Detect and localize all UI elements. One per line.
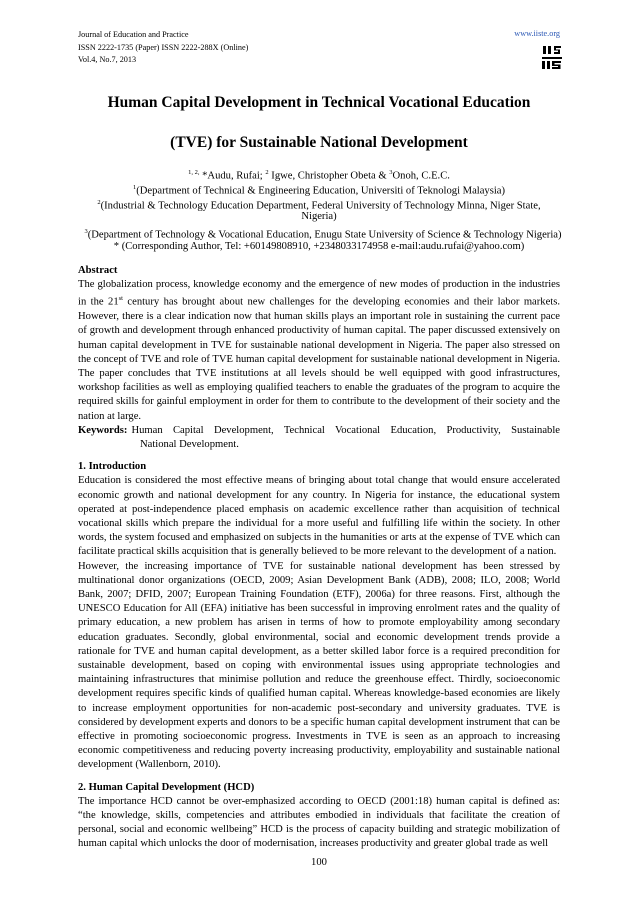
affiliation-3: $^3$(Department of Technology & Vocational Education, Enugu State University of Science & Technology Nigeria) xyxy=(84,228,562,241)
affiliation-1: $^1$(Department of Technical & Engineering Education, Universiti of Teknologi Malaysia) xyxy=(132,184,506,197)
journal-issn: ISSN 2222-1735 (Paper) ISSN 2222-288X (Online) xyxy=(78,42,249,52)
abstract-text: The globalization process, knowledge economy and the emergence of new modes of production in the industries in the 21st century has brought about new challenges for the developing economies and their labor markets. However, there is a clear indication now that human skills plays an important role in sustaining the current pace of growth and development through enhanced productivity of human capital. The paper discussed extensively on human capital development in TVE for sustainable national development in Nigeria. The paper also stressed on the concept of TVE and role of TVE human capital development for sustainable national development in Nigeria. The paper concludes that TVE institutions at all levels should be well equipped with good infrastructures, workshop facilities as well as employing qualified teachers to enable the graduates of the program to acquire the required skills for gainful employment in order for them to contribute to the development of their society and the nation at large. xyxy=(78,279,560,422)
journal-url[interactable]: www.iiste.org xyxy=(514,29,560,38)
paper-title-line-2: (TVE) for Sustainable National Development xyxy=(170,134,468,151)
section-2-heading: 2. Human Capital Development (HCD) xyxy=(78,781,255,793)
section-2-paragraph-1: The importance HCD cannot be over-emphasized according to OECD (2001:18) human capital is defined as: “the knowledge, skills, competencies and attributes embodied in individuals that facilitate the creation of personal, social and economic wellbeing” HCD is the process of capacity building and strategic mobilization of human capital which unlocks the door of modernisation, increases productivity and greater global trade as well xyxy=(78,795,560,850)
page-number: 100 xyxy=(311,857,327,868)
paper-title-line-1: Human Capital Development in Technical Vocational Education xyxy=(107,94,531,111)
section-1-paragraph-2: However, the increasing importance of TVE for sustainable national development has been stressed by multinational donor organizations (OECD, 2009; Asian Development Bank (ADB), 2008; ILO, 2008; World Bank, 2007; DFID, 2007; European Training Foundation (ETF), 2006a) for three reasons. First, although the UNESCO Education for All (EFA) initiative has been successful in improving enrolment rates and the quality of primary education, a new problem has arisen in terms of how to promote employability among secondary education graduates. Secondly, global environmental, social and economic development trends provide a rationale for TVE and human capital development, as a better skilled labor force is a required precondition for sustainable development, based on coping with environmental issues using appropriate technologies and maintaining infrastructures that minimise pollution and reduce the greenhouse effect. Thirdly, socioeconomic development requires specific kinds of qualified human capital. Whereas knowledge-based economies are likely to increase employment opportunities for non-academic post-secondary and university graduates. TVE is considered by development experts and donors to be a specific human capital development instrument that can be effective in promoting socioeconomic progress. Investments in TVE is seen as an approach to increasing economic competitiveness and reducing poverty increasing productivity, employability and sustainable national development (Wallenborn, 2010). xyxy=(78,560,560,771)
abstract-heading: Abstract xyxy=(78,265,118,276)
keywords-line-2: National Development. xyxy=(140,438,239,450)
author-line: $^{1, 2,}$ *Audu, Rufai; $^2$ Igwe, Christopher Obeta & $^3$Onoh, C.E.C. xyxy=(188,169,450,182)
section-1-heading: 1. Introduction xyxy=(78,461,147,473)
paper-body xyxy=(78,264,560,852)
keywords-line-1: Human Capital Development, Technical Vocational Education, Productivity, Sustainable xyxy=(131,424,560,436)
keywords-label: Keywords: xyxy=(78,424,128,436)
journal-header xyxy=(78,29,248,67)
iiste-logo xyxy=(540,44,564,72)
journal-volume: Vol.4, No.7, 2013 xyxy=(78,55,137,64)
corresponding-author: * (Corresponding Author, Tel: +60149808910, +2348033174958 e-mail:audu.rufai@yahoo.com) xyxy=(113,241,525,252)
section-1-paragraph-1: Education is considered the most effective means of bringing about total change that would ensure accelerated economic growth and national development for any country. In Nigeria for instance, the educational system operated at post-independence placed emphasis on academic excellence rather than acquisition of technical vocational skills which prepare the individual for a more useful and fulfilling life within the society. In other words, the system focused and emphasized on subjects in the humanities or arts at the expense of TVE which can facilitate practical skills acquisition that is generally believed to be more relevant to the development of a nation. xyxy=(78,475,560,558)
keywords xyxy=(78,424,560,438)
journal-name: Journal of Education and Practice xyxy=(78,30,189,39)
affiliation-2b: Nigeria) xyxy=(301,211,337,222)
affiliation-2: $^2$(Industrial & Technology Education Department, Federal University of Technology Minna, Niger State, xyxy=(97,199,541,212)
